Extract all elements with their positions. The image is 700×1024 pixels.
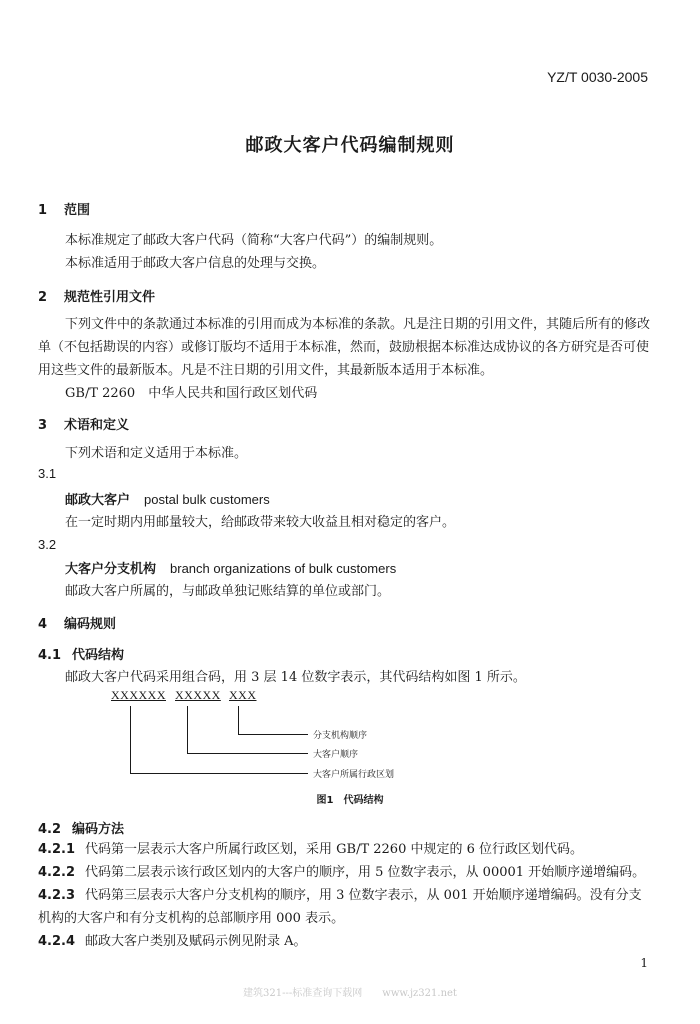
section-1-para-1: 本标准规定了邮政大客户代码（简称“大客户代码”）的编制规则。 bbox=[65, 233, 443, 248]
clause-4-2-4 bbox=[38, 930, 652, 953]
clause-4-2-2-text: 代码第二层表示该行政区划内的大客户的顺序，用 5 位数字表示，从 00001 开始顺序递增编码。 bbox=[85, 865, 646, 880]
term-3-1 bbox=[65, 489, 270, 508]
clause-4-2-1-number: 4.2.1 bbox=[38, 842, 76, 857]
label-customer-order: 大客户顺序 bbox=[313, 750, 359, 760]
connector-branch-horizontal bbox=[238, 734, 308, 735]
term-3-2-definition: 邮政大客户所属的，与邮政单独记账结算的单位或部门。 bbox=[65, 584, 391, 599]
clause-4-2-1 bbox=[38, 838, 652, 861]
label-branch-order: 分支机构顺序 bbox=[313, 731, 368, 741]
connector-customer-horizontal bbox=[187, 753, 308, 754]
standard-code: YZ/T 0030-2005 bbox=[547, 69, 648, 85]
section-4-1-title: 代码结构 bbox=[72, 648, 125, 663]
section-4-number: 4 bbox=[38, 617, 48, 632]
section-3-title: 术语和定义 bbox=[64, 418, 130, 433]
section-4-1-paragraph: 邮政大客户代码采用组合码，用 3 层 14 位数字表示，其代码结构如图 1 所示。 bbox=[65, 670, 526, 685]
term-3-2-number: 3.2 bbox=[38, 537, 57, 552]
term-3-1-zh: 邮政大客户 bbox=[65, 493, 131, 508]
connector-region-horizontal bbox=[130, 773, 308, 774]
section-2-heading bbox=[38, 286, 155, 305]
section-1-heading bbox=[38, 199, 90, 218]
watermark-text: 建筑321---标准查询下载网 www.jz321.net bbox=[243, 988, 457, 999]
section-4-2-title: 编码方法 bbox=[72, 822, 125, 837]
figure-caption: 图1 代码结构 bbox=[316, 795, 384, 806]
connector-customer-vertical bbox=[187, 706, 188, 754]
section-3-intro: 下列术语和定义适用于本标准。 bbox=[65, 446, 248, 461]
section-4-1-heading bbox=[38, 644, 124, 663]
term-3-1-number: 3.1 bbox=[38, 466, 57, 481]
normative-reference: GB/T 2260 中华人民共和国行政区划代码 bbox=[65, 386, 318, 401]
clause-4-2-3 bbox=[38, 884, 652, 930]
section-3-number: 3 bbox=[38, 418, 48, 433]
clause-4-2-3-text: 代码第三层表示大客户分支机构的顺序，用 3 位数字表示，从 001 开始顺序递增编码。没有分支机构的大客户和有分支机构的总部顺序用 000 表示。 bbox=[38, 888, 642, 926]
label-region: 大客户所属行政区划 bbox=[313, 770, 395, 780]
clause-4-2-2 bbox=[38, 861, 652, 884]
page-number: 1 bbox=[640, 956, 648, 970]
section-1-title: 范围 bbox=[64, 203, 91, 218]
clause-4-2-4-number: 4.2.4 bbox=[38, 934, 76, 949]
section-4-1-number: 4.1 bbox=[38, 648, 62, 663]
term-3-2 bbox=[65, 558, 396, 577]
code-segment-branch: XXX bbox=[229, 688, 257, 702]
clause-4-2-3-number: 4.2.3 bbox=[38, 888, 76, 903]
term-3-2-zh: 大客户分支机构 bbox=[65, 562, 157, 577]
term-3-1-en: postal bulk customers bbox=[144, 492, 270, 507]
code-segment-customer: XXXXX bbox=[175, 688, 221, 702]
section-1-para-2: 本标准适用于邮政大客户信息的处理与交换。 bbox=[65, 256, 326, 271]
clause-4-2-4-text: 邮政大客户类别及赋码示例见附录 A。 bbox=[85, 934, 307, 949]
term-3-2-en: branch organizations of bulk customers bbox=[170, 561, 397, 576]
section-4-title: 编码规则 bbox=[64, 617, 117, 632]
clause-4-2-2-number: 4.2.2 bbox=[38, 865, 76, 880]
section-2-number: 2 bbox=[38, 290, 48, 305]
section-4-2-number: 4.2 bbox=[38, 822, 62, 837]
section-2-title: 规范性引用文件 bbox=[64, 290, 156, 305]
section-4-2-heading bbox=[38, 818, 124, 837]
term-3-1-definition: 在一定时期内用邮量较大，给邮政带来较大收益且相对稳定的客户。 bbox=[65, 515, 456, 530]
connector-branch-vertical bbox=[238, 706, 239, 735]
clause-4-2-1-text: 代码第一层表示大客户所属行政区划，采用 GB/T 2260 中规定的 6 位行政区划代码。 bbox=[85, 842, 584, 857]
section-1-number: 1 bbox=[38, 203, 48, 218]
section-3-heading bbox=[38, 414, 129, 433]
section-2-paragraph: 下列文件中的条款通过本标准的引用而成为本标准的条款。凡是注日期的引用文件，其随后所有的修改单（不包括勘误的内容）或修订版均不适用于本标准，然而，鼓励根据本标准达成协议的各方研究是否可使用这些文件的最新版本。凡是不注日期的引用文件，其最新版本适用于本标准。 bbox=[38, 317, 651, 378]
document-title: 邮政大客户代码编制规则 bbox=[245, 135, 455, 156]
code-segment-region: XXXXXX bbox=[111, 688, 166, 702]
section-4-heading bbox=[38, 613, 116, 632]
connector-region-vertical bbox=[130, 706, 131, 774]
